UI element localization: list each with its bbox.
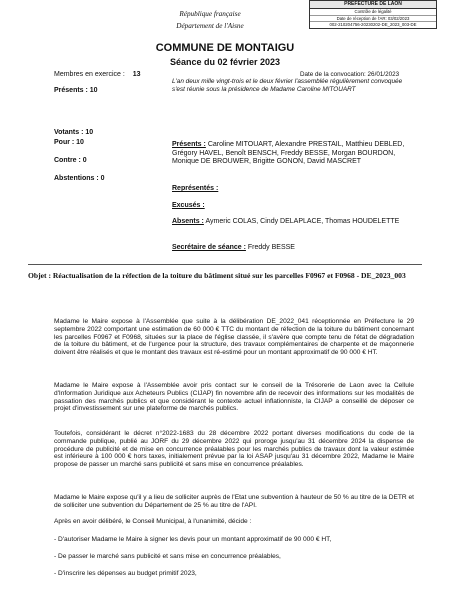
decision-item-2: - De passer le marché sans publicité et sans mise en concurrence préalables, xyxy=(54,553,281,560)
seance-title: Séance du 02 février 2023 xyxy=(169,57,281,67)
presents-count: Présents : 10 xyxy=(54,87,98,94)
secretaire-heading: Secrétaire de séance : xyxy=(172,244,246,251)
paragraph-4: Madame le Maire expose qu'il y a lieu de solliciter auprès de l'Etat une subvention à hauteur de 50 % au titre de la DETR et de solliciter une subvention du Département de 25 % au titre de l'API. xyxy=(54,494,414,509)
stamp-prefecture: PREFECTURE DE LAON xyxy=(310,1,436,9)
letterhead xyxy=(150,8,270,32)
membres-label: Membres en exercice : xyxy=(54,71,125,78)
representes-block xyxy=(172,185,412,194)
membres-value: 13 xyxy=(132,71,141,78)
presents-block xyxy=(172,141,412,167)
pour-count: Pour : 10 xyxy=(54,139,84,146)
absents-heading: Absents : xyxy=(172,218,204,225)
absents-list: Aymeric COLAS, Cindy DELAPLACE, Thomas HOUDELETTE xyxy=(205,218,400,225)
paragraph-2: Madame le Maire expose à l'Assemblée avoir pris contact sur le conseil de la Trésorerie de Laon avec la Cellule d'Information Juridique aux Acheteurs Publics (CIJAP) fin novembre afin de recevoir des informations sur les modalités de passation des marchés publics et que considérant le contexte actuel inflationniste, la CIJAP a conseillé de déposer ce projet d'investissement sur une plateforme de marchés publics. xyxy=(54,382,414,413)
presents-heading: Présents : xyxy=(172,141,206,148)
stamp-controle: Contrôle de légalité xyxy=(310,9,436,16)
excuses-block xyxy=(172,202,412,211)
republique-label: République française xyxy=(179,10,241,18)
departement-label: Département de l'Aisne xyxy=(176,22,244,30)
secretaire-name: Freddy BESSE xyxy=(247,244,295,251)
representes-heading: Représentés : xyxy=(172,185,219,192)
membres-row xyxy=(54,71,141,78)
abstentions-count: Abstentions : 0 xyxy=(54,175,105,182)
intro-text: L'an deux mille vingt-trois et le deux février l'assemblée régulièrement convoquée s'est réunie sous la présidence de Madame Caroline MITOUART xyxy=(172,78,403,93)
excuses-heading: Excusés : xyxy=(172,202,205,209)
presents-list: Caroline MITOUART, Alexandre PRESTAIL, Matthieu DEBLED, Grégory HAVEL, Benoît BENSCH, Freddy BESSE, Morgan BOURDON, Monique DE BROUWER, Brigitte GONON, David MASCRET xyxy=(172,141,405,166)
prefecture-stamp xyxy=(309,0,437,29)
stamp-reference: 002-210204756-20230202-DE_2023_003-DE xyxy=(329,22,417,28)
section-divider xyxy=(28,264,422,265)
paragraph-3: Toutefois, considérant le décret n°2022-1683 du 28 décembre 2022 portant diverses modifications du code de la commande publique, publié au JORF du 29 décembre 2022 qui proroge jusqu'au 31 décembre 2024 la dispense de procédure de publicité et de mise en concurrence préalables pour les marchés publics de travaux dont la valeur estimée est inférieure à 100 000 € hors taxes, initialement prévue par la loi ASAP jusqu'au 31 décembre 2022, Madame le Maire propose de passer un marché sans publicité et sans mise en concurrence préalables. xyxy=(54,430,414,469)
convocation-date: Date de la convocation: 26/01/2023 xyxy=(300,71,400,78)
secretaire-block xyxy=(172,244,412,253)
decision-item-3: - D'inscrire les dépenses au budget primitif 2023, xyxy=(54,570,197,577)
contre-count: Contre : 0 xyxy=(54,157,87,164)
commune-title: COMMUNE DE MONTAIGU xyxy=(155,42,295,54)
paragraph-1: Madame le Maire expose à l'Assemblée que suite à la délibération DE_2022_041 réceptionnée en Préfecture le 29 septembre 2022 comportant une estimation de 60 000 € TTC du montant de réfection de la toiture du bâtiment concernant les parcelles F0967 et F0968, situées sur la place de l'église classée, il s'avère que compte tenu de l'état de dégradation de la toiture du bâtiment, et de l'urgence pour la structure, des travaux complémentaires de charpente et de maçonnerie doivent être réalisés et que le montant des travaux est ré-estimé pour un montant approximatif de 90 000 € HT. xyxy=(54,318,414,357)
stamp-date-reception: Date de réception de l'AR: 03/02/2023 xyxy=(310,16,436,23)
absents-block xyxy=(172,218,412,227)
paragraph-5: Après en avoir délibéré, le Conseil Municipal, à l'unanimité, décide : xyxy=(54,518,252,525)
decision-item-1: - D'autoriser Madame le Maire à signer les devis pour un montant approximatif de 90 000 € HT, xyxy=(54,536,332,543)
objet-heading: Objet : Réactualisation de la réfection de la toiture du bâtiment situé sur les parcelles F0967 et F0968 - DE_2023_003 xyxy=(28,271,406,280)
votants-count: Votants : 10 xyxy=(54,129,94,136)
